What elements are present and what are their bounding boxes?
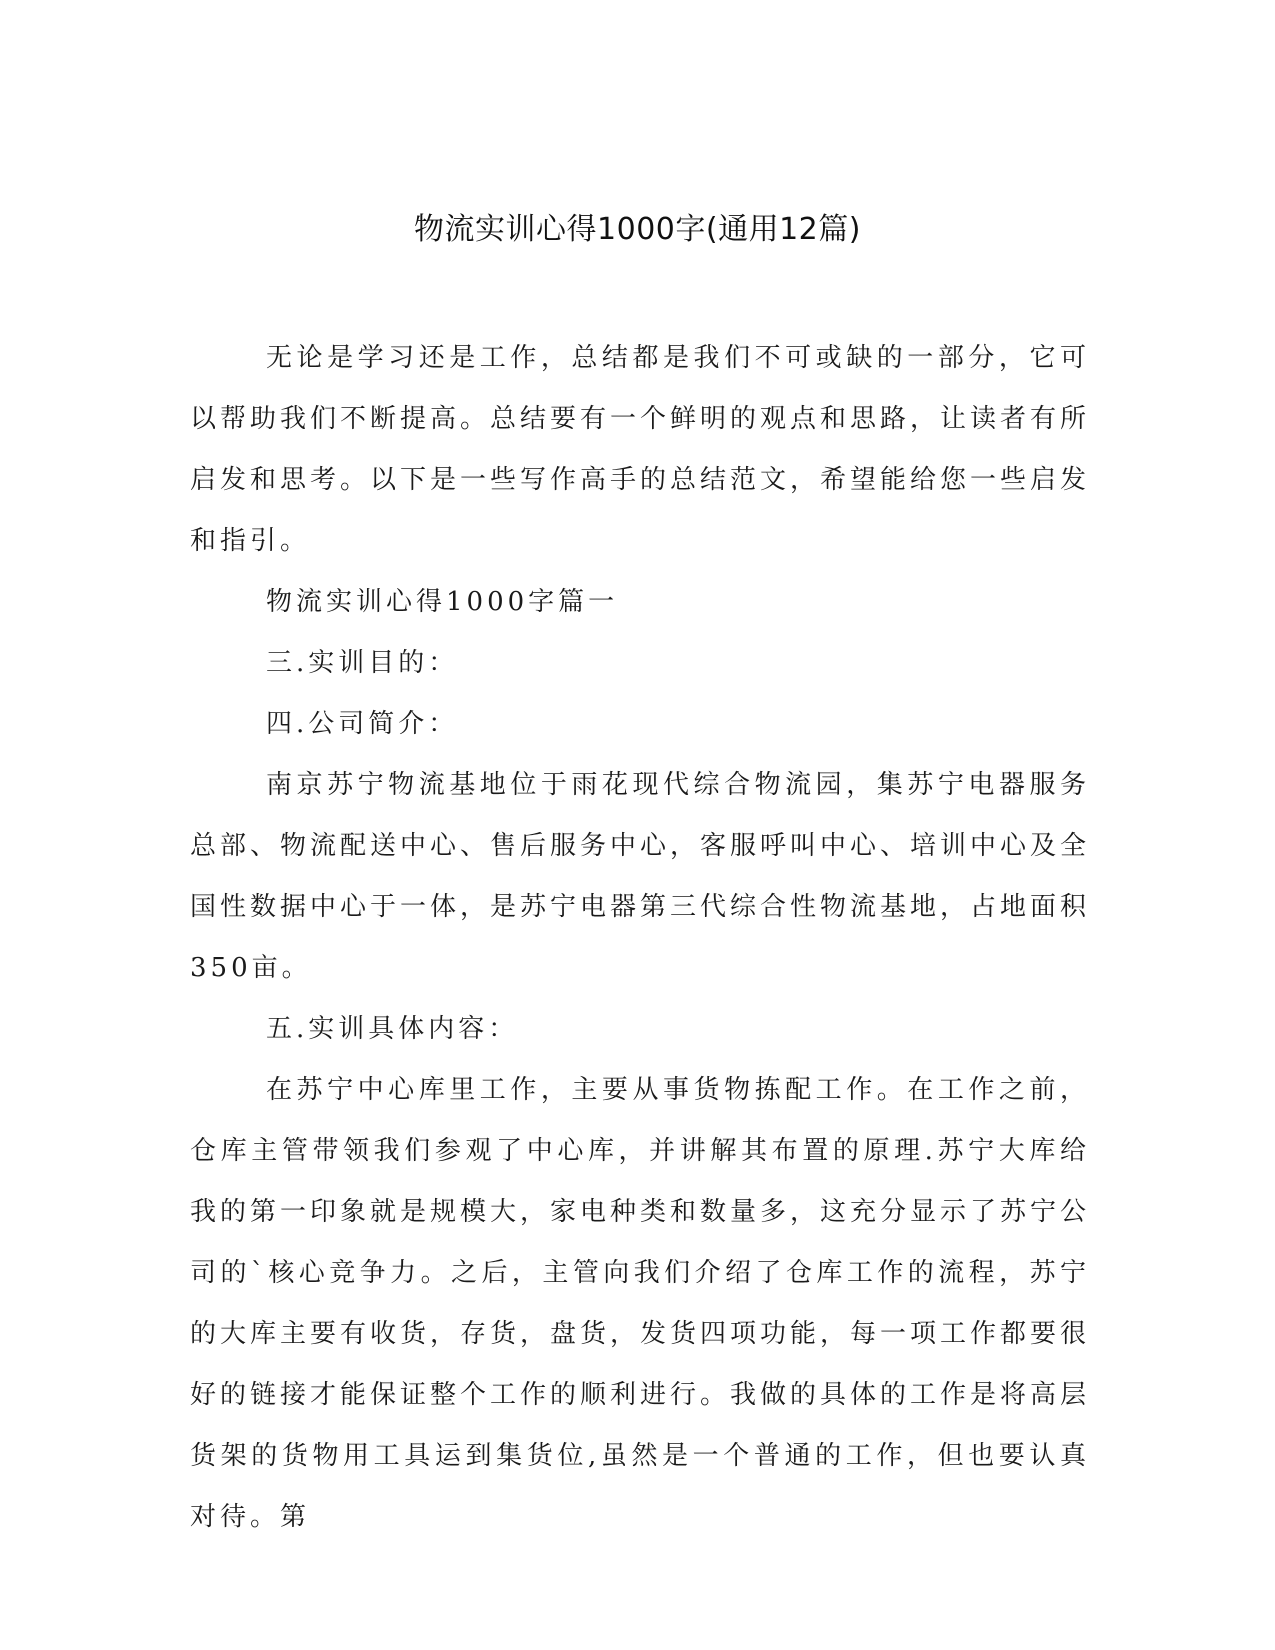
content-paragraph: 在苏宁中心库里工作，主要从事货物拣配工作。在工作之前，仓库主管带领我们参观了中心库，并讲解其布置的原理.苏宁大库给我的第一印象就是规模大，家电种类和数量多，这充分显示了苏宁公司的`核心竞争力。之后，主管向我们介绍了仓库工作的流程，苏宁的大库主要有收货，存货，盘货，发货四项功能，每一项工作都要很好的链接才能保证整个工作的顺利进行。我做的具体的工作是将高层货架的货物用工具运到集货位,虽然是一个普通的工作，但也要认真对待。第 — [190, 1075, 1091, 1532]
company-intro-paragraph: 南京苏宁物流基地位于雨花现代综合物流园，集苏宁电器服务总部、物流配送中心、售后服务中心，客服呼叫中心、培训中心及全国性数据中心于一体，是苏宁电器第三代综合性物流基地，占地面积350亩。 — [190, 770, 1091, 983]
section-heading-company-intro: 四.公司简介： — [266, 709, 459, 739]
section-heading-objective: 三.实训目的： — [266, 648, 459, 678]
intro-paragraph: 无论是学习还是工作，总结都是我们不可或缺的一部分，它可以帮助我们不断提高。总结要有一个鲜明的观点和思路，让读者有所启发和思考。以下是一些写作高手的总结范文，希望能给您一些启发和指引。 — [190, 343, 1091, 556]
document-title: 物流实训心得1000字(通用12篇) — [414, 212, 861, 247]
section-heading-part-one: 物流实训心得1000字篇一 — [266, 587, 619, 617]
document-body — [190, 328, 1090, 1548]
section-heading-content: 五.实训具体内容： — [266, 1014, 519, 1044]
